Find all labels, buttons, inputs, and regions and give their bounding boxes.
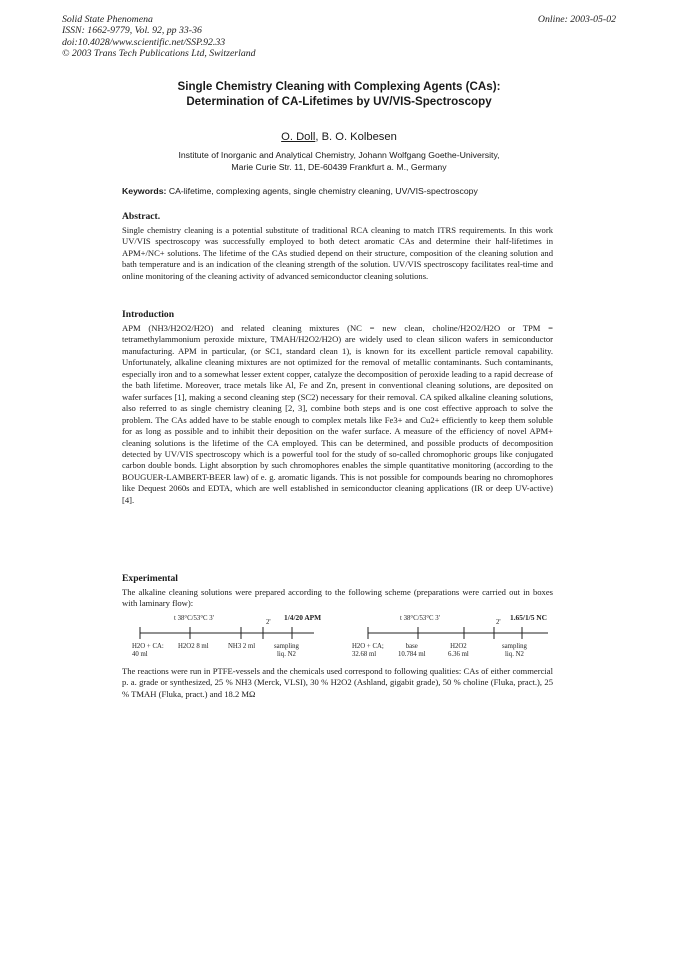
title-line-1: Single Chemistry Cleaning with Complexing Agents (CAs): [177,80,501,93]
journal-copyright: © 2003 Trans Tech Publications Ltd, Switzerland [62,47,256,59]
nc-step-peroxide: H2O2 6.36 ml [448,643,469,658]
nc-timeline [368,627,548,639]
apm-timeline [140,627,314,639]
nc-wait-label: 2' [496,619,501,626]
nc-step-water: H2O + CA; 32.68 ml [352,643,384,658]
nc-step-sampling: sampling liq. N2 [502,643,527,658]
nc-time-label: t 38°C/53°C 3' [400,615,440,622]
keywords [122,186,562,196]
title-line-2: Determination of CA-Lifetimes by UV/VIS-Spectroscopy [186,94,492,108]
apm-time-label: t 38°C/53°C 3' [174,615,214,622]
journal-doi[interactable]: doi:10.4028/www.scientific.net/SSP.92.33 [62,36,226,48]
experimental-text: The reactions were run in PTFE-vessels and the chemicals used correspond to following qualities: CAs of either commercial p. a. grade or synthesized, 25 % NH3 (Merck, VLSI), 30 % H2O2 (Ashland, gigabit grade), 50 % choline (Fluka, pract.), 25 % TMAH (Fluka, pract.) and 18.2 MΩ [122,666,553,699]
apm-step-peroxide: H2O2 8 ml [178,643,209,650]
nc-ratio: 1.65/1/5 NC [510,613,547,622]
keywords-text: CA-lifetime, complexing agents, single chemistry cleaning, UV/VIS-spectroscopy [166,186,478,196]
preparation-scheme [132,613,558,665]
apm-ratio: 1/4/20 APM [284,613,322,622]
experimental-heading: Experimental [122,573,178,584]
affiliation-line-1: Institute of Inorganic and Analytical Chemistry, Johann Wolfgang Goethe-University, [178,150,500,160]
author-list [80,131,598,143]
online-date: Online: 2003-05-02 [537,14,616,25]
nc-step-base: base 10.784 ml [398,643,426,658]
apm-step-water: H2O + CA: 40 ml [132,643,164,658]
author-corresponding: O. Doll [281,131,316,143]
experimental-intro: The alkaline cleaning solutions were prepared according to the following scheme (preparations were carried out in boxes with laminary flow): [122,587,553,609]
author-others: , B. O. Kolbesen [315,131,397,143]
affiliation-line-2: Marie Curie Str. 11, DE-60439 Frankfurt a. M., Germany [231,162,447,172]
paper-title [80,80,598,109]
abstract-text: Single chemistry cleaning is a potential substitute of traditional RCA cleaning to match ITRS requirements. In this work UV/VIS spectroscopy was successfully employed to both detect aromatic CAs and determine their half-lifetimes in APM+/NC+ solutions. The lifetime of the CAs studied depend on their structure, composition of the cleaning solution and bath temperature and is an indication of the cleaning strength of the solution. UV/VIS spectroscopy facilitates real-time and online monitoring of the cleaning activity of advanced semiconductor cleaning solutions. [122,225,553,281]
journal-issn: ISSN: 1662-9779, Vol. 92, pp 33-36 [62,25,202,37]
apm-step-ammonia: NH3 2 ml [228,643,256,650]
introduction-heading: Introduction [122,309,175,320]
introduction-text: APM (NH3/H2O2/H2O) and related cleaning mixtures (NC = new clean, choline/H2O2/H2O or TPM = tetramethylammonium peroxide mixture, TMAH/H2O2/H2O) are widely used to clean silicon wafers in semiconductor manufacturing. APM in particular, (or SC1, standard clean 1), is known for its excellent particle removal capability. Unfortunately, alkaline cleaning mixtures are not optimized for the removal of metallic contaminants. Such contaminants, especially iron and to a somewhat lesser extent copper, catalyze the decomposition of peroxide leading to a rapid decrease of the bath lifetime. Moreover, trace metals like Al, Fe and Zn, present in conventional cleaning solutions, are deposited on wafer surfaces [1], making a second cleaning step (SC2) necessary for their removal. CA spiked alkaline cleaning solutions, also referred to as single chemistry cleaning [2, 3], combine both steps and is one cost effective approach to solve the problem. The CAs added have to be stable enough to complex metals like Fe3+ and Cu2+ efficiently to keep them soluble for as long as possible and to inhibit their deposition on the wafer surface. A measure of the efficiency of novel APM+ cleaning solutions is the lifetime of the CA employed. This can be determined, and possible products of decomposition detected by UV/VIS spectroscopy which is a powerful tool for the study of so-called chromophoric groups like conjugated carbon double bonds. Light absorption by such chromophores enables the simple quantitative monitoring (according to the BOUGUER-LAMBERT-BEER law) of e. g. aromatic ligands. This is not possible for compounds bearing no chromophores like Dequest 2060s and EDTA, which are well established in semiconductor cleaning applications (IR or deep UV-active) [4]. [122,323,553,505]
keywords-label: Keywords: [122,186,167,196]
journal-name: Solid State Phenomena [62,14,153,25]
affiliation [80,149,598,173]
apm-step-sampling: sampling liq. N2 [274,643,299,658]
apm-wait-label: 2' [266,619,271,626]
abstract-heading: Abstract. [122,211,161,222]
journal-header [62,14,256,59]
